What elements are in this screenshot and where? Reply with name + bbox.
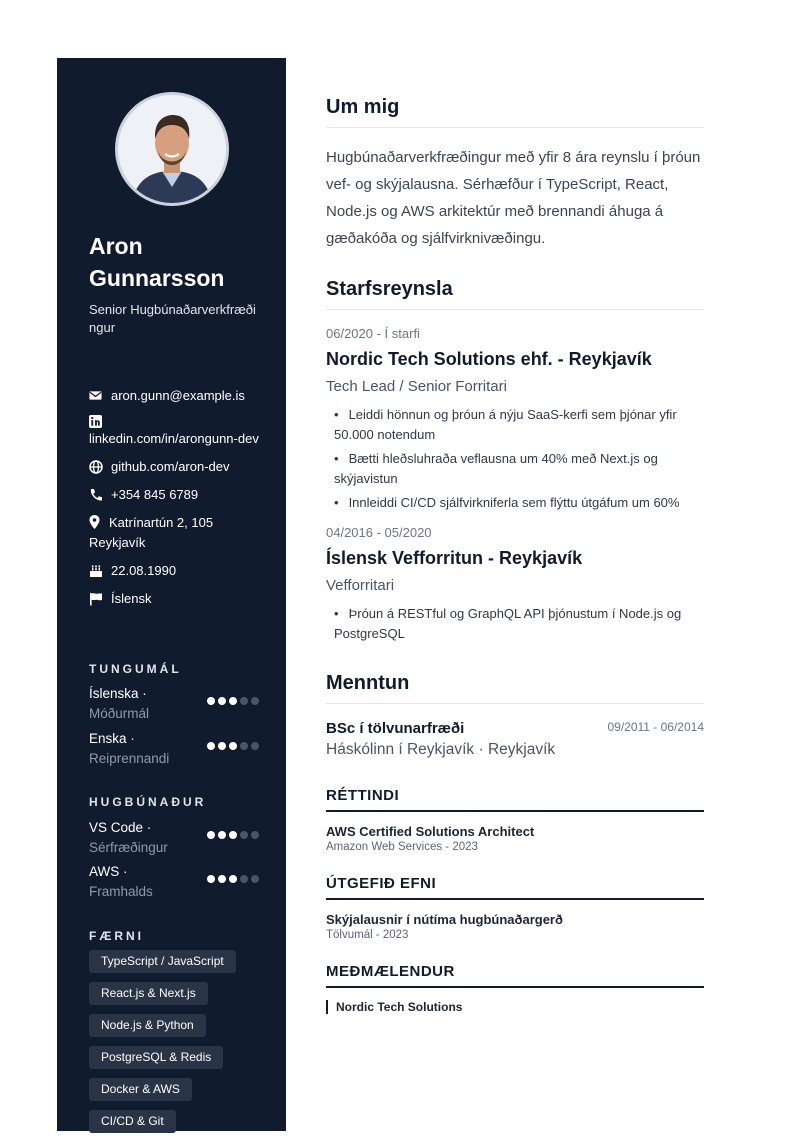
job-company: Nordic Tech Solutions ehf. - Reykjavík [326, 349, 652, 369]
contact-phone-text: +354 845 6789 [111, 487, 199, 502]
software-item: VS Code · Sérfræðingur [89, 818, 259, 858]
skills-list [89, 950, 279, 1142]
linkedin-icon [89, 414, 103, 428]
certifications-heading: RÉTTINDI [326, 787, 704, 812]
about-text: Hugbúnaðarverkfræðingur með yfir 8 ára reynslu í þróun vef- og skýjalausna. Sérhæfður í TypeScript, React, Node.js og AWS arkitektúr með brennandi áhuga á gæðakóða og sjálfvirknivæðingu. [326, 149, 701, 247]
software-rating [207, 875, 259, 902]
language-name: Íslenska [89, 686, 139, 701]
job-entry [326, 326, 704, 513]
job-bullets [326, 604, 704, 644]
software-item: AWS · Framhalds [89, 862, 259, 902]
education-heading: Menntun [326, 672, 704, 704]
job-bullet: • Bætti hleðsluhraða veflausna um 40% með Next.js og skýjavistun [326, 449, 704, 489]
education-degree: BSc í tölvunarfræði [326, 720, 465, 737]
language-name: Enska [89, 731, 127, 746]
software-name: AWS [89, 864, 120, 879]
skill-chip: React.js & Next.js [89, 982, 208, 1005]
contact-phone[interactable] [89, 485, 259, 505]
education-entry [326, 720, 704, 737]
certification-sub: Amazon Web Services - 2023 [326, 841, 478, 853]
job-date: 06/2020 - Í starfi [326, 326, 420, 341]
contact-github-text: github.com/aron-dev [111, 459, 230, 474]
job-bullet: • Þróun á RESTful og GraphQL API þjónustum í Node.js og PostgreSQL [326, 604, 704, 644]
contact-email-text: aron.gunn@example.is [111, 388, 245, 403]
publications-heading: ÚTGEFIÐ EFNI [326, 875, 704, 900]
about-heading: Um mig [326, 96, 704, 128]
contact-address-text: Katrínartún 2, 105 Reykjavík [89, 515, 214, 550]
contact-github[interactable] [89, 457, 259, 477]
software-level: Sérfræðingur [89, 840, 168, 855]
contact-birthdate [89, 561, 259, 581]
contact-email[interactable] [89, 386, 259, 406]
references-heading: MEÐMÆLENDUR [326, 963, 704, 988]
software-level: Framhalds [89, 884, 153, 899]
job-bullets [326, 405, 704, 513]
job-role: Vefforritari [326, 577, 395, 594]
experience-heading: Starfsreynsla [326, 278, 704, 310]
profile-title: Senior Hugbúnaðarverkfræðingur [89, 302, 256, 335]
sidebar [57, 58, 286, 1131]
contact-address [89, 513, 259, 553]
reference-entry: Nordic Tech Solutions [326, 1000, 704, 1014]
education-school: Háskólinn í Reykjavík · Reykjavík [326, 741, 556, 758]
contact-nationality [89, 589, 259, 609]
phone-icon [89, 488, 103, 502]
contact-linkedin-text: linkedin.com/in/arongunn-dev [89, 431, 259, 446]
contact-linkedin[interactable] [89, 414, 259, 449]
publication-title: Skýjalausnir í nútíma hugbúnaðargerð [326, 912, 563, 927]
skill-chip: CI/CD & Git [89, 1110, 176, 1133]
certification-title: AWS Certified Solutions Architect [326, 824, 535, 839]
profile-name: Aron Gunnarsson [89, 233, 225, 291]
job-date: 04/2016 - 05/2020 [326, 525, 432, 540]
globe-icon [89, 460, 103, 474]
language-level: Reiprennandi [89, 751, 170, 766]
job-company: Íslensk Vefforritun - Reykjavík [326, 548, 583, 568]
software-heading: HUGBÚNAÐUR [89, 795, 207, 809]
birthday-cake-icon [89, 564, 103, 578]
software-rating [207, 831, 259, 858]
contact-birthdate-text: 22.08.1990 [111, 563, 177, 578]
job-entry [326, 525, 704, 644]
skill-chip: TypeScript / JavaScript [89, 950, 236, 973]
skills-heading: FÆRNI [89, 929, 144, 943]
language-level: Móðurmál [89, 706, 150, 721]
main-content [326, 96, 704, 1014]
avatar [115, 92, 229, 206]
skill-chip: Docker & AWS [89, 1078, 192, 1101]
language-rating [207, 697, 259, 724]
languages-heading: TUNGUMÁL [89, 662, 182, 676]
contact-list [89, 386, 259, 617]
publication-sub: Tölvumál - 2023 [326, 929, 409, 941]
job-role: Tech Lead / Senior Forritari [326, 378, 507, 395]
envelope-icon [89, 389, 103, 403]
language-item: Enska · Reiprennandi [89, 729, 259, 769]
software-name: VS Code [89, 820, 144, 835]
language-rating [207, 742, 259, 769]
map-pin-icon [89, 515, 103, 529]
job-bullet: • Innleiddi CI/CD sjálfvirkniferla sem flýttu útgáfum um 60% [326, 493, 704, 513]
education-date: 09/2011 - 06/2014 [607, 720, 704, 734]
skill-chip: PostgreSQL & Redis [89, 1046, 223, 1069]
job-bullet: • Leiddi hönnun og þróun á nýju SaaS-kerfi sem þjónar yfir 50.000 notendum [326, 405, 704, 445]
contact-nationality-text: Íslensk [111, 591, 152, 606]
language-item: Íslenska · Móðurmál [89, 684, 259, 724]
skill-chip: Node.js & Python [89, 1014, 206, 1037]
flag-icon [89, 592, 103, 606]
